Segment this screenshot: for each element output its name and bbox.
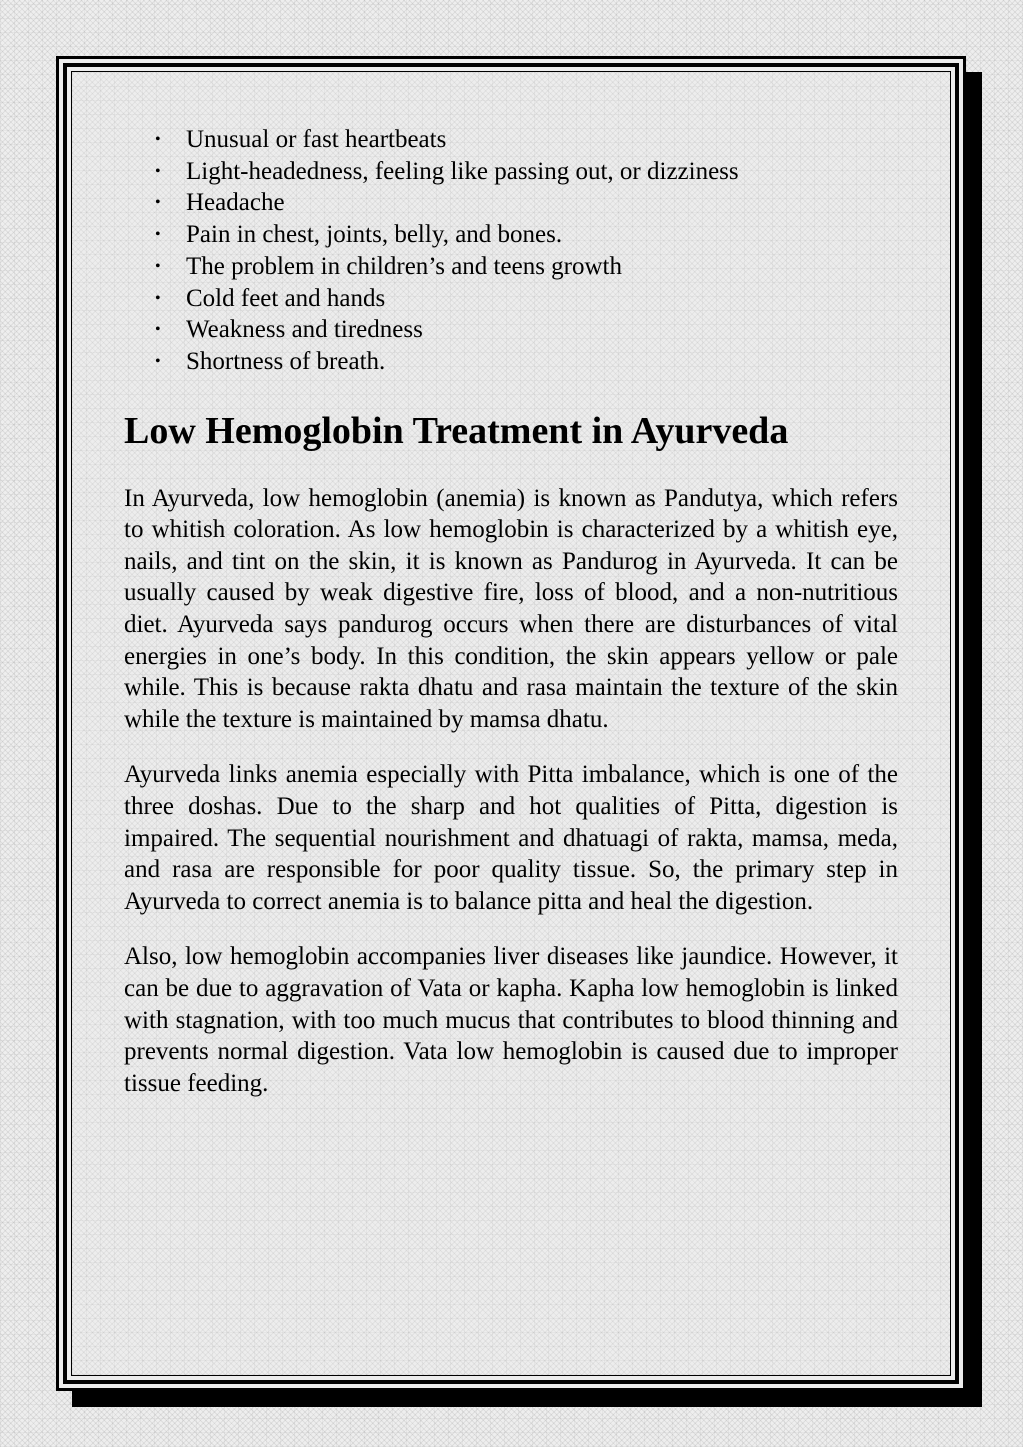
- list-item-text: Light-headedness, feeling like passing out, or dizziness: [186, 157, 739, 185]
- list-item-text: The problem in children’s and teens growth: [186, 252, 622, 280]
- paragraph-pandutya: In Ayurveda, low hemoglobin (anemia) is known as Pandutya, which refers to whitish coloration. As low hemoglobin is characterized by a whitish eye, nails, and tint on the skin, it is known as Pandurog in Ayurveda. It can be usually caused by weak digestive fire, loss of blood, and a non-nutritious diet. Ayurveda says pandurog occurs when there are disturbances of vital energies in one’s body. In this condition, the skin appears yellow or pale while. This is because rakta dhatu and rasa maintain the texture of the skin while the texture is maintained by mamsa dhatu.: [124, 484, 898, 733]
- bullet-icon: •: [155, 352, 161, 370]
- list-item-text: Weakness and tiredness: [186, 316, 423, 344]
- list-item-text: Unusual or fast heartbeats: [186, 126, 447, 153]
- list-item: [155, 251, 898, 283]
- bullet-icon: •: [155, 289, 161, 307]
- list-item: [155, 314, 898, 346]
- bullet-icon: •: [155, 194, 161, 212]
- bullet-icon: •: [155, 162, 161, 180]
- paragraph-liver-diseases: Also, low hemoglobin accompanies liver diseases like jaundice. However, it can be due to aggravation of Vata or kapha. Kapha low hemoglobin is linked with stagnation, with too much mucus that contributes to blood thinning and prevents normal digestion. Vata low hemoglobin is caused due to improper tissue feeding.: [124, 943, 898, 1097]
- list-item-text: Headache: [186, 189, 285, 217]
- bullet-icon: •: [155, 257, 161, 275]
- bullet-icon: •: [155, 131, 161, 148]
- bullet-icon: •: [155, 226, 161, 244]
- list-item: [155, 156, 898, 188]
- document-content: [124, 124, 898, 1099]
- list-item-text: Cold feet and hands: [186, 284, 386, 312]
- bullet-icon: •: [155, 321, 161, 339]
- paragraph-pitta: Ayurveda links anemia especially with Pitta imbalance, which is one of the three doshas. Due to the sharp and hot qualities of Pitta, digestion is impaired. The sequential nourishment and dhatuagi of rakta, mamsa, meda, and rasa are responsible for poor quality tissue. So, the primary step in Ayurveda to correct anemia is to balance pitta and heal the digestion.: [124, 761, 898, 915]
- list-item: [155, 283, 898, 315]
- list-item-text: Pain in chest, joints, belly, and bones.: [186, 221, 563, 249]
- symptom-list: [124, 124, 898, 378]
- list-item: [155, 124, 898, 156]
- list-item: [155, 346, 898, 378]
- list-item: [155, 187, 898, 219]
- section-heading: Low Hemoglobin Treatment in Ayurveda: [124, 409, 789, 452]
- list-item: [155, 219, 898, 251]
- list-item-text: Shortness of breath.: [186, 347, 386, 375]
